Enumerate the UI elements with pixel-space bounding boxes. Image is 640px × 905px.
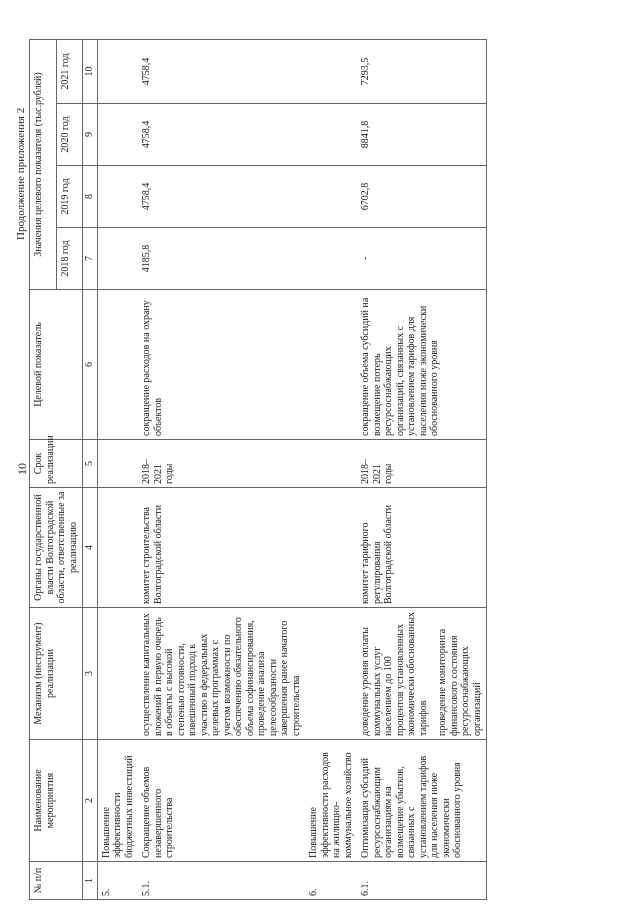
row-name: Оптимизация субсидий ресурсоснабжающим организациям на возмещение убытков, связанных с установлением тарифов для населения ниже экономически обоснованного уровня: [357, 740, 487, 862]
row-mechanism: [305, 608, 357, 740]
measures-table: [29, 39, 487, 900]
row-value-2019: 4758,4: [138, 166, 305, 228]
col-number: 9: [83, 104, 98, 166]
row-term: 2018–2021 годы: [357, 440, 487, 488]
column-number-row: [83, 39, 98, 899]
row-value-2020: 8841,8: [357, 104, 487, 166]
row-indicator: [97, 290, 138, 440]
col-number: 3: [83, 608, 98, 740]
row-term: 2018–2021 годы: [138, 440, 305, 488]
row-value-2019: [305, 166, 357, 228]
header-2020: 2020 год: [56, 104, 83, 166]
row-value-2021: 4758,4: [138, 39, 305, 103]
header-2018: 2018 год: [56, 228, 83, 290]
header-num: № п/п: [30, 862, 83, 900]
row-mechanism-item: проведение мониторинга финансового состояния ресурсоснабжающих организаций: [437, 628, 483, 736]
row-value-2020: [97, 104, 138, 166]
page-number: 10: [15, 463, 29, 475]
row-indicator: сокращение объема субсидий на возмещение потерь ресурсоснабжающих организаций, связанных с установлением тарифов для населения ниже экономически обоснованного уровня: [357, 290, 487, 440]
row-value-2021: [97, 39, 138, 103]
row-organs: [97, 488, 138, 608]
table-row: [138, 39, 305, 899]
row-name: Повышение эффективности бюджетных инвестиций: [97, 740, 138, 862]
row-mechanism-item: доведение уровня оплаты коммунальных услуг населением до 100 процентов установленных экономически обоснованных тарифов: [360, 612, 429, 736]
row-indicator: сокращение расходов на охрану объектов: [138, 290, 305, 440]
row-organs: [305, 488, 357, 608]
row-organs: комитет тарифного регулирования Волгоградской области: [357, 488, 487, 608]
row-value-2019: 6702,8: [357, 166, 487, 228]
col-number: 1: [83, 862, 98, 900]
header-2021: 2021 год: [56, 39, 83, 103]
col-number: 7: [83, 228, 98, 290]
row-value-2020: [305, 104, 357, 166]
row-indicator: [305, 290, 357, 440]
row-value-2018: [305, 228, 357, 290]
header-row: [30, 39, 57, 899]
col-number: 6: [83, 290, 98, 440]
header-values-group: Значения целевого показателя (тыс.рублей): [30, 39, 57, 289]
row-mechanism: осуществление капитальных вложений в первую очередь в объекты с высокой степенью готовности, взвешенный подход к участию в федеральных целевых программах с учетом возможности по обеспечению обязательного объема софинансирования, проведение анализа целесообразности завершения ранее начатого строительства: [138, 608, 305, 740]
header-mechanism: Механизм (инструмент) реализации: [30, 608, 83, 740]
col-number: 2: [83, 740, 98, 862]
row-name: Сокращение объемов незавершенного строительства: [138, 740, 305, 862]
col-number: 5: [83, 440, 98, 488]
rotated-page: [15, 30, 615, 900]
row-value-2018: -: [357, 228, 487, 290]
header-indicator: Целевой показатель: [30, 290, 83, 440]
row-organs: комитет строительства Волгоградской области: [138, 488, 305, 608]
col-number: 4: [83, 488, 98, 608]
row-num: 6.: [305, 862, 357, 900]
row-mechanism: [97, 608, 138, 740]
row-value-2021: 7293,5: [357, 39, 487, 103]
row-num: 5.1.: [138, 862, 305, 900]
table-row: [305, 39, 357, 899]
row-term: [97, 440, 138, 488]
row-term: [305, 440, 357, 488]
row-value-2021: [305, 39, 357, 103]
row-num: 6.1.: [357, 862, 487, 900]
table-row: [97, 39, 138, 899]
row-num: 5.: [97, 862, 138, 900]
header-2019: 2019 год: [56, 166, 83, 228]
row-value-2019: [97, 166, 138, 228]
col-number: 8: [83, 166, 98, 228]
table-row: [357, 39, 487, 899]
row-value-2018: 4185,8: [138, 228, 305, 290]
header-name: Наименование мероприятия: [30, 740, 83, 862]
col-number: 10: [83, 39, 98, 103]
row-name: Повышение эффективности расходов на жилищно-коммунальное хозяйство: [305, 740, 357, 862]
continuation-note: Продолжение приложения 2: [15, 107, 27, 240]
header-term: Срок реализации: [30, 440, 83, 488]
row-mechanism: [357, 608, 487, 740]
header-organs: Органы государственной власти Волгоградской области, ответственные за реализацию: [30, 488, 83, 608]
row-value-2020: 4758,4: [138, 104, 305, 166]
row-value-2018: [97, 228, 138, 290]
